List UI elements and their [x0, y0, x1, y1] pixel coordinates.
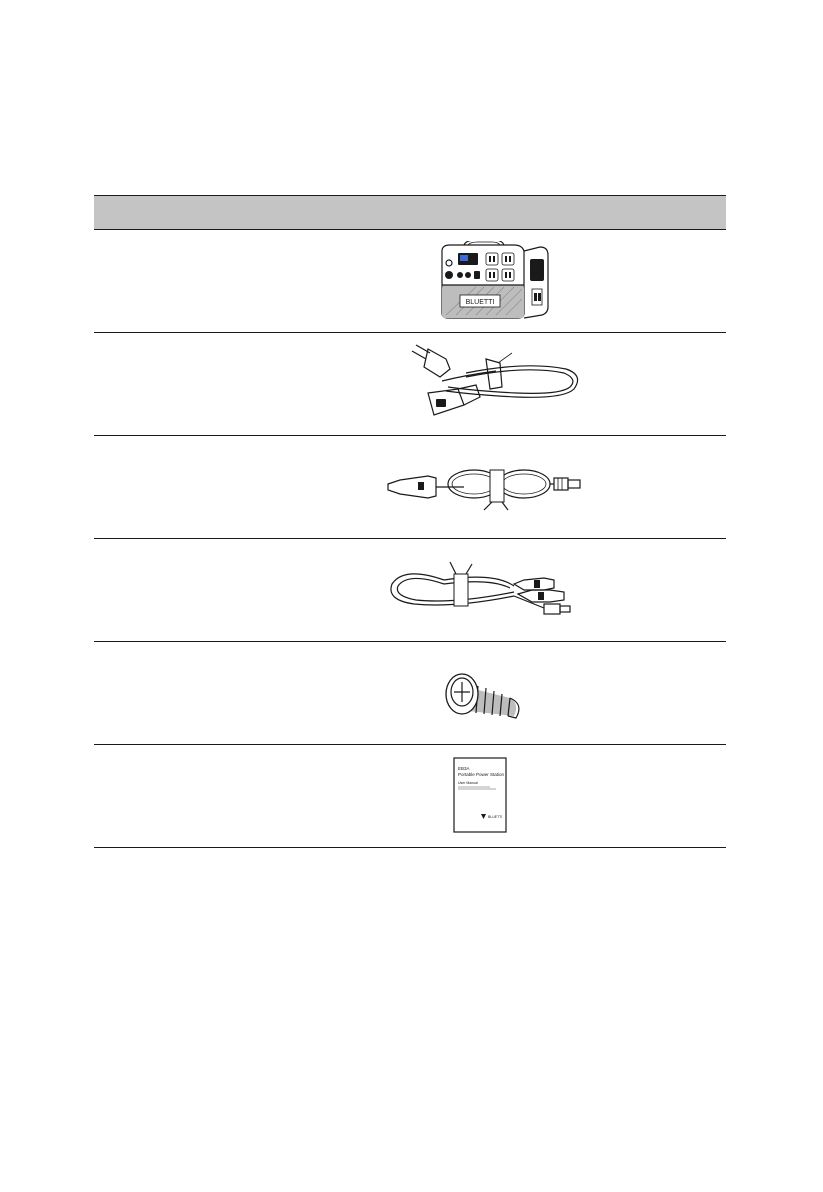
ac-charging-cable-icon: [406, 341, 581, 427]
item-name: [94, 333, 364, 435]
item-image: [364, 539, 726, 641]
table-row: [94, 436, 726, 539]
item-image: [364, 745, 726, 847]
header-name-cell: [94, 196, 364, 229]
item-name: [94, 539, 364, 641]
table-row: [94, 333, 726, 436]
power-station-icon: [436, 241, 554, 321]
item-name: [94, 745, 364, 847]
item-name: [94, 436, 364, 538]
item-image: [364, 436, 726, 538]
table-row: [94, 745, 726, 848]
brand-label: BLUETTI: [465, 299, 495, 306]
user-manual-icon: [450, 756, 510, 836]
manual-title: Portable Power Station: [458, 772, 505, 777]
table-row: [94, 539, 726, 642]
screw-icon: [440, 658, 530, 728]
table-row: [94, 642, 726, 745]
manual-subtitle: User Manual: [458, 781, 478, 785]
manual-model: EB3A: [458, 766, 470, 771]
item-name: [94, 642, 364, 744]
item-image: [364, 642, 726, 744]
table-row: [94, 230, 726, 333]
table-header: [94, 195, 726, 230]
item-name: [94, 230, 364, 332]
solar-charging-cable-icon: [384, 560, 584, 620]
header-image-cell: [364, 196, 372, 229]
car-charging-cable-icon: [384, 462, 584, 512]
manual-brand: BLUETTI: [488, 815, 503, 819]
item-image: [364, 230, 726, 332]
item-image: [364, 333, 726, 435]
package-contents-table: [94, 195, 726, 848]
